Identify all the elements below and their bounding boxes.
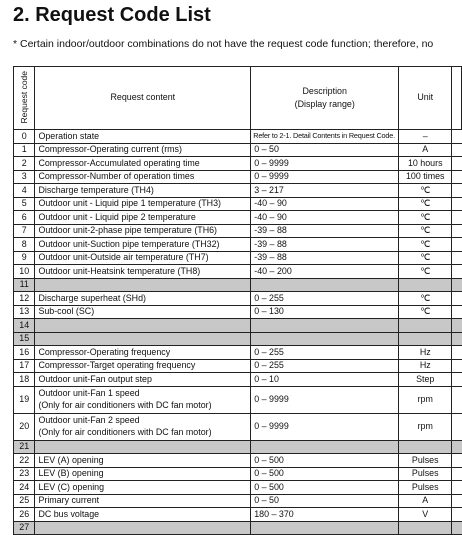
cell-unit: ℃ xyxy=(399,251,452,265)
cell-content: Outdoor unit-2-phase pipe temperature (TH6) xyxy=(35,224,251,238)
cell-extra xyxy=(452,305,462,319)
cell-code: 0 xyxy=(14,130,35,144)
cell-content: Outdoor unit - Liquid pipe 2 temperature xyxy=(35,211,251,225)
cell-code: 10 xyxy=(14,265,35,279)
cell-code: 18 xyxy=(14,373,35,387)
cell-content: Outdoor unit - Liquid pipe 1 temperature (TH3) xyxy=(35,197,251,211)
cell-content: Operation state xyxy=(35,130,251,144)
cell-code: 14 xyxy=(14,319,35,333)
cell-description xyxy=(251,521,399,535)
cell-extra xyxy=(452,224,462,238)
table-row xyxy=(14,265,462,279)
cell-description: 0 – 9999 xyxy=(251,413,399,440)
cell-content xyxy=(35,413,251,440)
table-row xyxy=(14,170,462,184)
cell-content: Outdoor unit-Heatsink temperature (TH8) xyxy=(35,265,251,279)
cell-code: 3 xyxy=(14,170,35,184)
cell-code: 26 xyxy=(14,508,35,522)
cell-extra xyxy=(452,265,462,279)
cell-description: -40 – 200 xyxy=(251,265,399,279)
cell-content: LEV (B) opening xyxy=(35,467,251,481)
cell-description xyxy=(251,278,399,292)
cell-unit xyxy=(399,319,452,333)
table-row xyxy=(14,238,462,252)
cell-extra xyxy=(452,332,462,346)
cell-unit: rpm xyxy=(399,386,452,413)
table-row xyxy=(14,440,462,454)
page-note: * Certain indoor/outdoor combinations do not have the request code function; therefore, no xyxy=(13,38,434,50)
cell-description: 0 – 500 xyxy=(251,467,399,481)
cell-description: 0 – 9999 xyxy=(251,157,399,171)
cell-extra xyxy=(452,278,462,292)
cell-extra xyxy=(452,521,462,535)
table-row xyxy=(14,359,462,373)
cell-unit: ℃ xyxy=(399,197,452,211)
request-code-table xyxy=(13,66,462,535)
cell-content xyxy=(35,278,251,292)
cell-extra xyxy=(452,359,462,373)
cell-content-line1: Outdoor unit-Fan 2 speed xyxy=(38,414,140,425)
table-row xyxy=(14,494,462,508)
cell-content: Outdoor unit-Suction pipe temperature (TH32) xyxy=(35,238,251,252)
cell-content: Compressor-Operating current (rms) xyxy=(35,143,251,157)
header-description: Description (Display range) xyxy=(251,67,399,130)
cell-content: LEV (C) opening xyxy=(35,481,251,495)
page-title: 2. Request Code List xyxy=(13,4,211,26)
cell-code: 24 xyxy=(14,481,35,495)
table-row xyxy=(14,319,462,333)
cell-unit: Pulses xyxy=(399,454,452,468)
table-row xyxy=(14,211,462,225)
table-row xyxy=(14,521,462,535)
table-row xyxy=(14,157,462,171)
cell-description: 0 – 9999 xyxy=(251,386,399,413)
cell-description: -39 – 88 xyxy=(251,224,399,238)
cell-description: 0 – 10 xyxy=(251,373,399,387)
cell-code: 19 xyxy=(14,386,35,413)
cell-description: 180 – 370 xyxy=(251,508,399,522)
cell-content: Outdoor unit-Outside air temperature (TH7) xyxy=(35,251,251,265)
cell-code: 22 xyxy=(14,454,35,468)
cell-unit: rpm xyxy=(399,413,452,440)
table-row xyxy=(14,454,462,468)
cell-content: Compressor-Accumulated operating time xyxy=(35,157,251,171)
cell-content-line2: (Only for air conditioners with DC fan motor) xyxy=(38,427,212,437)
cell-content: Discharge superheat (SHd) xyxy=(35,292,251,306)
cell-unit xyxy=(399,521,452,535)
cell-description: -39 – 88 xyxy=(251,238,399,252)
cell-code: 7 xyxy=(14,224,35,238)
cell-content: Compressor-Operating frequency xyxy=(35,346,251,360)
cell-description: 0 – 255 xyxy=(251,346,399,360)
cell-content xyxy=(35,440,251,454)
cell-content: Outdoor unit-Fan output step xyxy=(35,373,251,387)
cell-description: 0 – 255 xyxy=(251,292,399,306)
cell-unit xyxy=(399,332,452,346)
cell-unit xyxy=(399,440,452,454)
cell-content: DC bus voltage xyxy=(35,508,251,522)
cell-extra xyxy=(452,346,462,360)
cell-code: 1 xyxy=(14,143,35,157)
table-row xyxy=(14,481,462,495)
cell-content: Compressor-Target operating frequency xyxy=(35,359,251,373)
cell-code: 25 xyxy=(14,494,35,508)
cell-extra xyxy=(452,413,462,440)
cell-description: -40 – 90 xyxy=(251,211,399,225)
cell-extra xyxy=(452,143,462,157)
table-body xyxy=(14,130,462,535)
cell-unit: Pulses xyxy=(399,481,452,495)
cell-extra xyxy=(452,494,462,508)
cell-code: 21 xyxy=(14,440,35,454)
header-request-code: Request code xyxy=(14,67,35,130)
cell-extra xyxy=(452,197,462,211)
cell-code: 17 xyxy=(14,359,35,373)
cell-description: Refer to 2-1. Detail Contents in Request Code. xyxy=(251,130,399,144)
cell-extra xyxy=(452,130,462,144)
cell-unit: ℃ xyxy=(399,211,452,225)
cell-unit: 100 times xyxy=(399,170,452,184)
cell-extra xyxy=(452,454,462,468)
cell-description: 0 – 130 xyxy=(251,305,399,319)
table-header-row xyxy=(14,67,462,130)
cell-description xyxy=(251,332,399,346)
cell-unit: V xyxy=(399,508,452,522)
table-row xyxy=(14,508,462,522)
cell-unit: Hz xyxy=(399,346,452,360)
cell-description: 0 – 50 xyxy=(251,494,399,508)
cell-unit: ℃ xyxy=(399,292,452,306)
table-row xyxy=(14,278,462,292)
cell-content-line2: (Only for air conditioners with DC fan motor) xyxy=(38,400,212,410)
cell-extra xyxy=(452,467,462,481)
cell-description: 0 – 50 xyxy=(251,143,399,157)
cell-extra xyxy=(452,292,462,306)
cell-code: 8 xyxy=(14,238,35,252)
cell-description: 0 – 500 xyxy=(251,454,399,468)
cell-extra xyxy=(452,440,462,454)
cell-unit: – xyxy=(399,130,452,144)
cell-unit: A xyxy=(399,143,452,157)
cell-description: 3 – 217 xyxy=(251,184,399,198)
cell-description: 0 – 255 xyxy=(251,359,399,373)
table-row xyxy=(14,467,462,481)
cell-unit: Pulses xyxy=(399,467,452,481)
cell-unit: ℃ xyxy=(399,238,452,252)
cell-unit: Hz xyxy=(399,359,452,373)
cell-code: 27 xyxy=(14,521,35,535)
header-unit: Unit xyxy=(399,67,452,130)
cell-code: 12 xyxy=(14,292,35,306)
cell-unit: ℃ xyxy=(399,184,452,198)
cell-code: 11 xyxy=(14,278,35,292)
cell-code: 9 xyxy=(14,251,35,265)
cell-content xyxy=(35,386,251,413)
table-row xyxy=(14,292,462,306)
cell-description xyxy=(251,319,399,333)
cell-content: LEV (A) opening xyxy=(35,454,251,468)
cell-extra xyxy=(452,170,462,184)
cell-content xyxy=(35,521,251,535)
table-row xyxy=(14,143,462,157)
table-row xyxy=(14,413,462,440)
cell-unit: ℃ xyxy=(399,305,452,319)
cell-unit: A xyxy=(399,494,452,508)
cell-description: 0 – 9999 xyxy=(251,170,399,184)
cell-code: 13 xyxy=(14,305,35,319)
cell-content-line1: Outdoor unit-Fan 1 speed xyxy=(38,387,140,398)
table-row xyxy=(14,346,462,360)
cell-code: 16 xyxy=(14,346,35,360)
cell-unit: ℃ xyxy=(399,224,452,238)
cell-content: Primary current xyxy=(35,494,251,508)
header-request-content: Request content xyxy=(35,67,251,130)
cell-extra xyxy=(452,373,462,387)
cell-unit xyxy=(399,278,452,292)
cell-code: 6 xyxy=(14,211,35,225)
table-row xyxy=(14,224,462,238)
cell-code: 2 xyxy=(14,157,35,171)
cell-content xyxy=(35,319,251,333)
table-row xyxy=(14,386,462,413)
cell-code: 20 xyxy=(14,413,35,440)
cell-code: 15 xyxy=(14,332,35,346)
cell-content: Discharge temperature (TH4) xyxy=(35,184,251,198)
table-row xyxy=(14,332,462,346)
table-row xyxy=(14,305,462,319)
header-extra xyxy=(452,67,462,130)
table-row xyxy=(14,373,462,387)
cell-extra xyxy=(452,157,462,171)
cell-description: -39 – 88 xyxy=(251,251,399,265)
cell-code: 5 xyxy=(14,197,35,211)
cell-extra xyxy=(452,184,462,198)
cell-code: 4 xyxy=(14,184,35,198)
cell-extra xyxy=(452,319,462,333)
cell-extra xyxy=(452,386,462,413)
cell-extra xyxy=(452,211,462,225)
cell-description: 0 – 500 xyxy=(251,481,399,495)
cell-extra xyxy=(452,251,462,265)
cell-extra xyxy=(452,238,462,252)
cell-content: Sub-cool (SC) xyxy=(35,305,251,319)
cell-content: Compressor-Number of operation times xyxy=(35,170,251,184)
cell-unit: Step xyxy=(399,373,452,387)
cell-extra xyxy=(452,508,462,522)
cell-code: 23 xyxy=(14,467,35,481)
cell-extra xyxy=(452,481,462,495)
table-row xyxy=(14,251,462,265)
cell-unit: ℃ xyxy=(399,265,452,279)
cell-description: -40 – 90 xyxy=(251,197,399,211)
table-row xyxy=(14,130,462,144)
cell-unit: 10 hours xyxy=(399,157,452,171)
cell-content xyxy=(35,332,251,346)
table-row xyxy=(14,184,462,198)
cell-description xyxy=(251,440,399,454)
table-row xyxy=(14,197,462,211)
